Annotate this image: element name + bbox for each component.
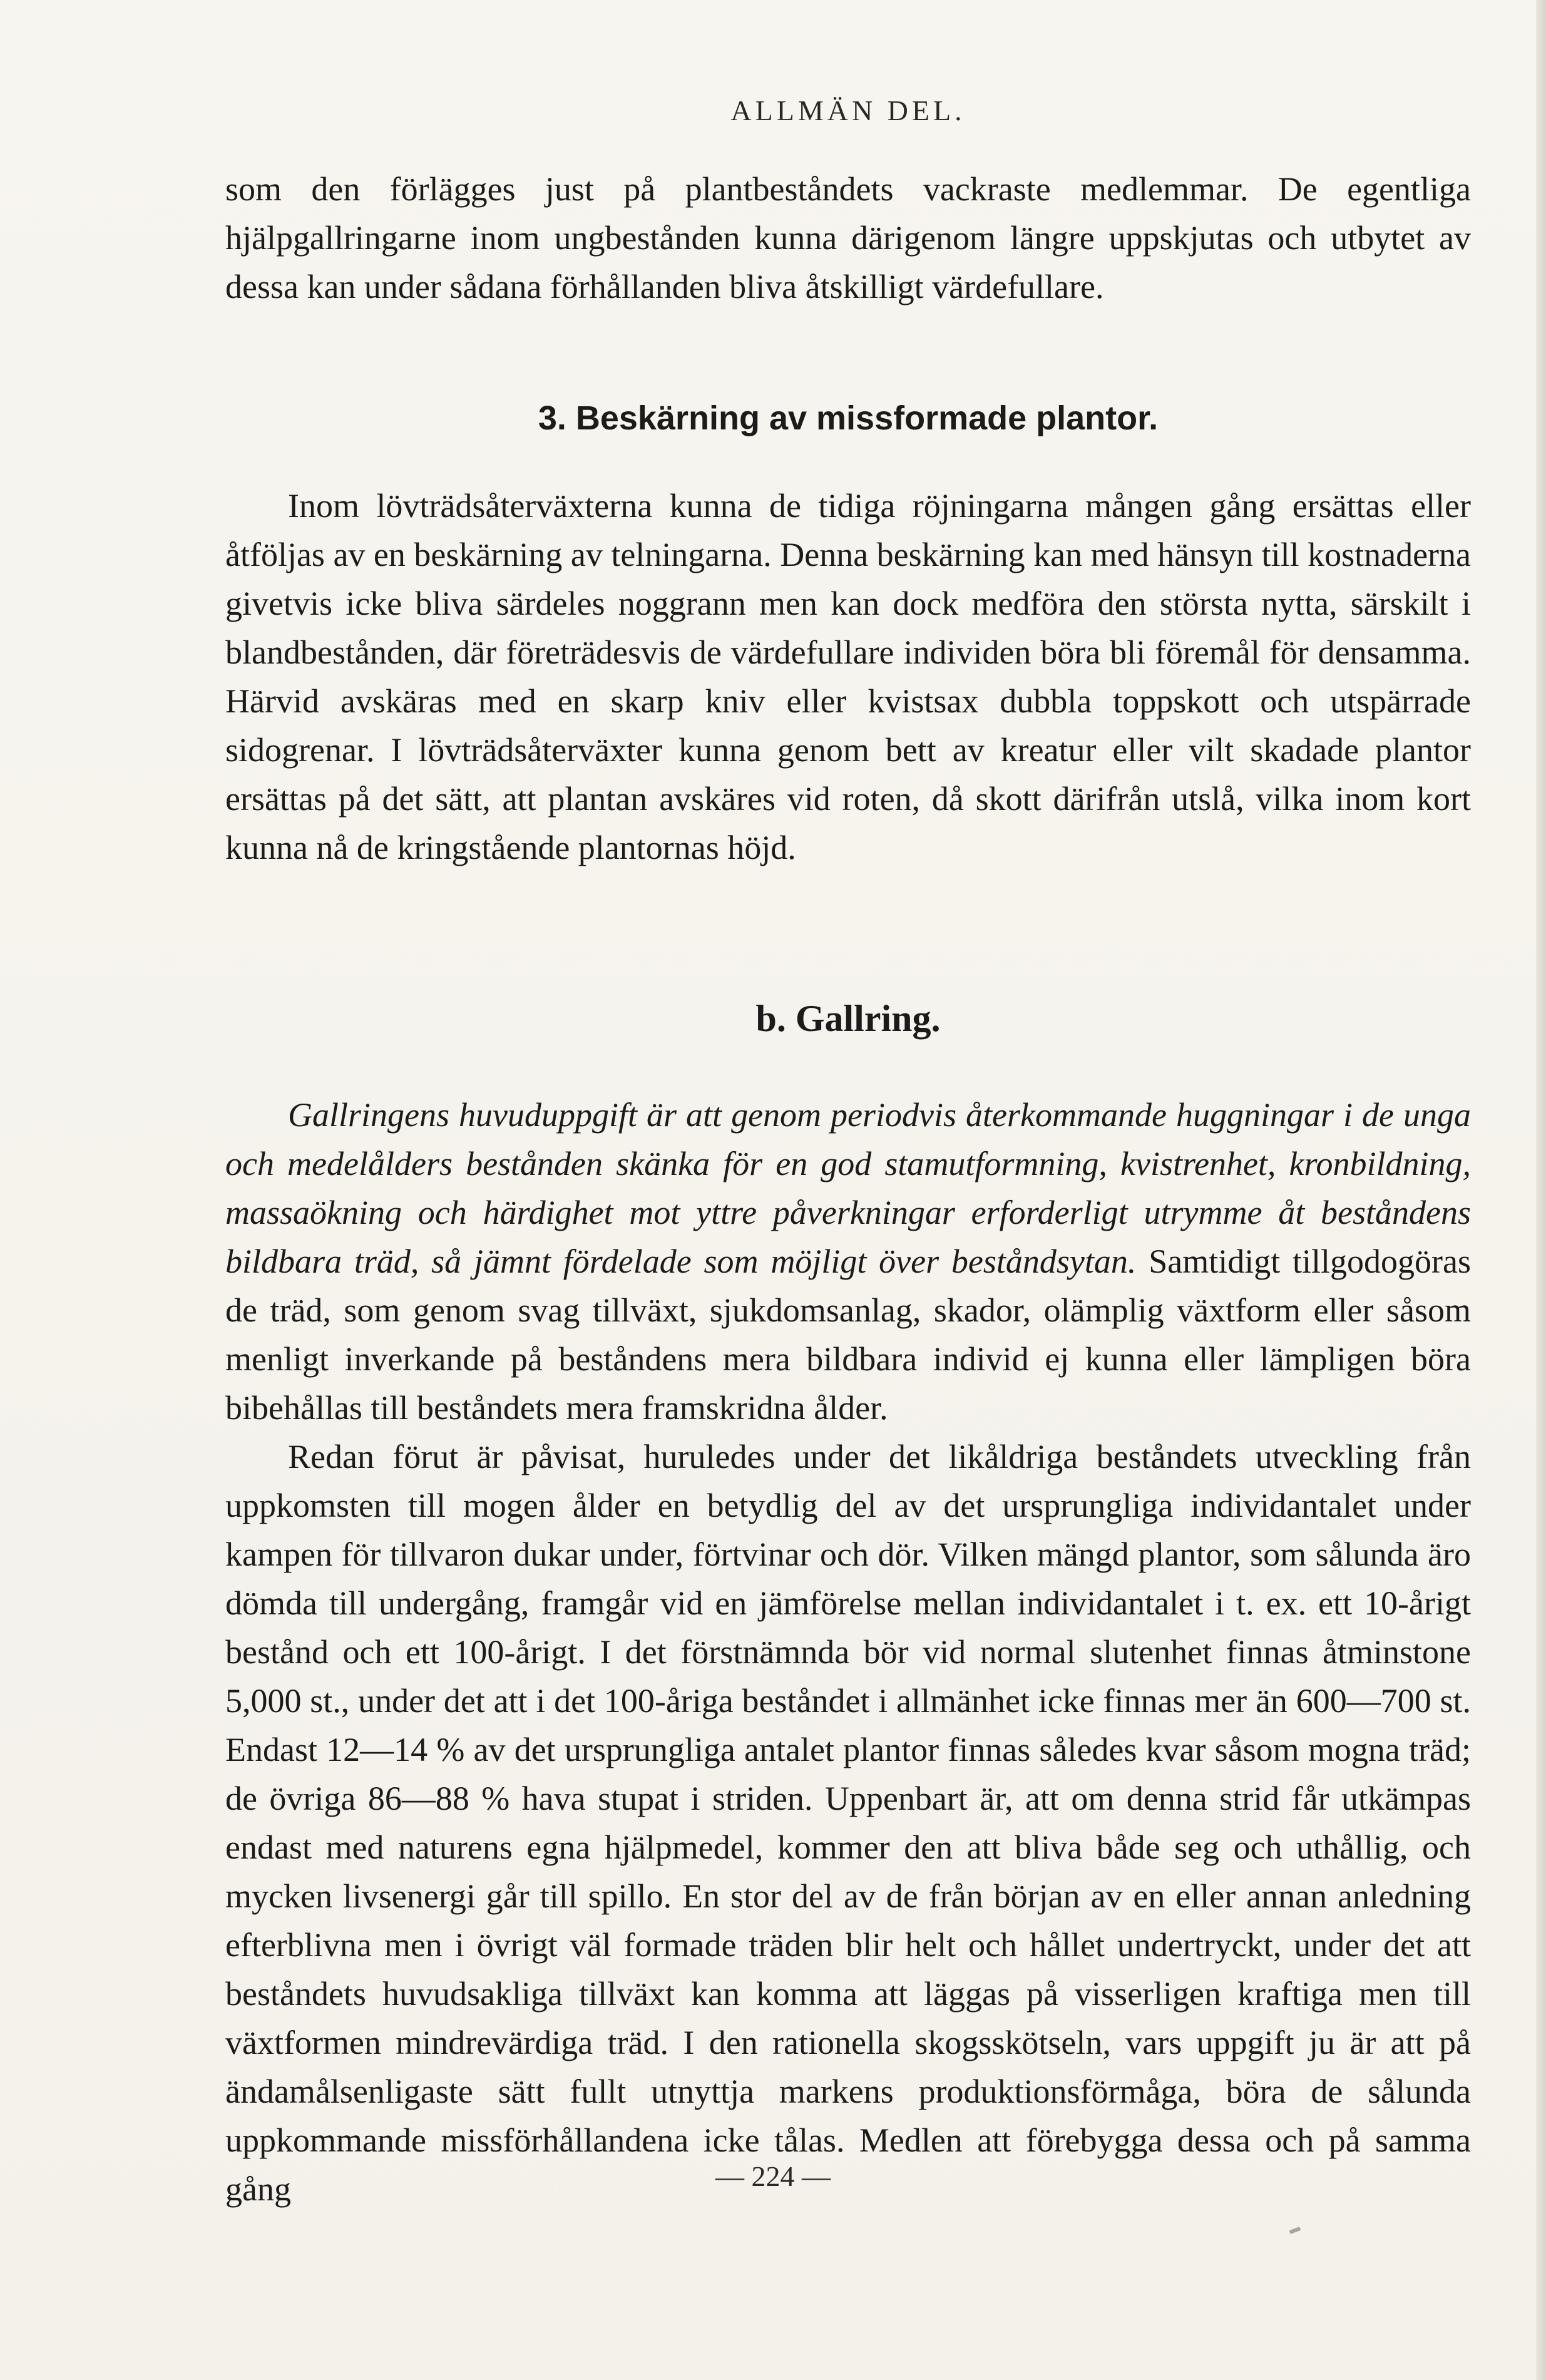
running-head: ALLMÄN DEL. <box>730 95 966 126</box>
paper-speck <box>1289 2227 1301 2234</box>
paragraph-intro: som den förlägges just på plantbeståndets vackraste medlemmar. De egentliga hjälpgallringarne inom ungbestånden kunna därigenom längre uppskjutas och utbytet av dessa kan under sådana förhållanden bliva åtskilligt värdefullare. <box>225 170 1471 305</box>
paragraph-redan: Redan förut är påvisat, huruledes under det likåldriga beståndets utveckling från uppkomsten till mogen ålder en betydlig del av det ursprungliga individantalet under kampen för tillvaron dukar under, förtvinar och dör. Vilken mängd plantor, som sålunda äro dömda till undergång, framgår vid en jämförelse mellan individantalet i t. ex. ett 10-årigt bestånd och ett 100-årigt. I det förstnämnda bör vid normal slutenhet finnas åtminstone 5,000 st., under det att i det 100-åriga beståndet i allmänhet icke finnas mer än 600—700 st. Endast 12—14 % av det ursprungliga antalet plantor finnas således kvar såsom mogna träd; de övriga 86—88 % hava stupat i striden. Uppenbart är, att om denna strid får utkämpas endast med naturens egna hjälpmedel, kommer den att bliva både seg och uthållig, och mycken livsenergi går till spillo. En stor del av de från början av en eller annan anledning efterblivna men i övrigt väl formade träden blir helt och hållet undertryckt, under det att beståndets huvudsakliga tillväxt kan komma att läggas på visserligen kraftiga men till växtformen mindrevärdiga träd. I den rationella skogsskötseln, vars uppgift ju är att på ändamålsenligaste sätt fullt utnyttja markens produktionsförmåga, böra de sålunda uppkommande missförhållandena icke tålas. Medlen att förebygga dessa och på samma gång <box>225 1438 1471 2208</box>
section-title-beskarning: 3. Beskärning av missformade plantor. <box>538 399 1159 437</box>
paragraph-beskarning: Inom lövträdsåterväxterna kunna de tidiga röjningarna mången gång ersättas eller åtföljas av en beskärning av telningarna. Denna beskärning kan med hänsyn till kostnaderna givetvis icke bliva särdeles noggrann men kan dock medföra den största nytta, särskilt i blandbestånden, där företrädesvis de värdefullare individen böra bli föremål för densamma. Härvid avskäras med en skarp kniv eller kvistsax dubbla toppskott och utspärrade sidogrenar. I lövträdsåterväxter kunna genom bett av kreatur eller vilt skadade plantor ersättas på det sätt, att plantan avskäres vid roten, då skott därifrån utslå, vilka inom kort kunna nå de kringstående plantornas höjd. <box>225 487 1471 866</box>
paragraph-gallring <box>225 1090 1471 1432</box>
gallring-definition-italic: Gallringens huvuduppgift är att genom periodvis återkommande huggningar i de unga och medelålders bestånden skänka för en god stamutformning, kvistrenhet, kronbildning, massaökning och härdighet mot yttre påverkningar erforderligt utrymme åt beståndens bildbara träd, så jämnt fördelade som möjligt över beståndsytan. <box>225 1096 1471 1280</box>
subsection-title-gallring: b. Gallring. <box>755 998 941 1039</box>
page-number: — 224 — <box>715 2160 831 2192</box>
gallring-continuation: Samtidigt tillgodogöras de träd, som genom svag tillväxt, sjukdomsanlag, skador, olämplig växtform eller såsom menligt inverkande på beståndens mera bildbara individ ej kunna eller lämpligen böra bibehållas till beståndets mera framskridna ålder. <box>225 1243 1471 1427</box>
page-edge-shadow <box>1536 0 1546 2380</box>
text-column <box>225 94 1471 2213</box>
